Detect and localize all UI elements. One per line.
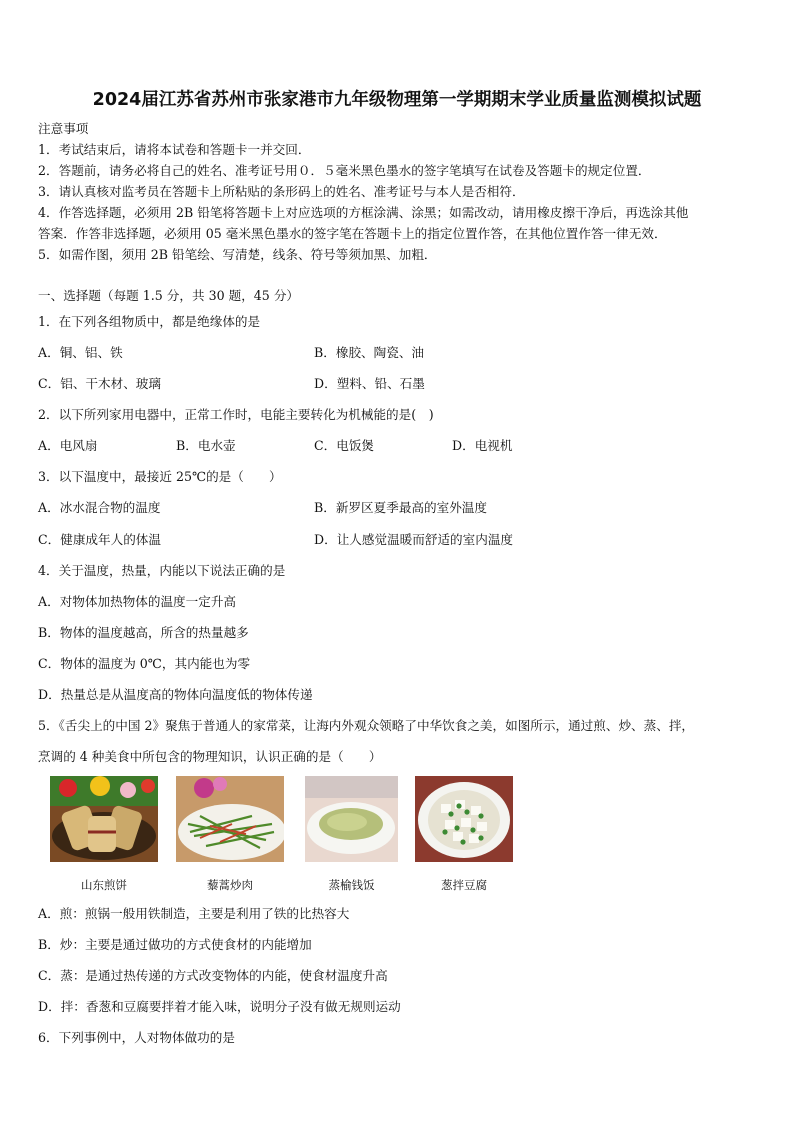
food-photo-pancake xyxy=(50,776,158,862)
notice-item-3: 3．请认真核对监考员在答题卡上所粘贴的条形码上的姓名、准考证号与本人是否相符． xyxy=(38,184,525,199)
section-heading: 一、选择题（每题 1.5 分，共 30 题，45 分） xyxy=(38,288,300,303)
q3-option-b: B．新罗区夏季最高的室外温度 xyxy=(314,500,487,515)
q5-stem-line-1: 5．《舌尖上的中国 2》聚焦于普通人的家常菜，让海内外观众领略了中华饮食之美，如图所示，通过煎、炒、蒸、拌， xyxy=(38,718,695,733)
caption-steamed-rice: 蒸榆钱饭 xyxy=(328,878,375,892)
q2-option-a: A．电风扇 xyxy=(38,438,98,453)
q4-option-a: A．对物体加热物体的温度一定升高 xyxy=(38,594,237,609)
notice-item-4: 4．作答选择题，必须用 2B 铅笔将答题卡上对应选项的方框涂满、涂黑；如需改动，请用橡皮擦干净后，再选涂其他 xyxy=(38,205,689,220)
q4-option-c: C．物体的温度为 0℃，其内能也为零 xyxy=(38,656,251,671)
notice-item-2: 2．答题前，请务必将自己的姓名、准考证号用０．５毫米黑色墨水的签字笔填写在试卷及答题卡的规定位置． xyxy=(38,163,651,178)
q3-stem: 3．以下温度中，最接近 25℃的是（ ） xyxy=(38,469,282,484)
q5-option-b: B．炒：主要是通过做功的方式使食材的内能增加 xyxy=(38,937,312,952)
food-photo-tofu xyxy=(415,776,513,862)
food-photo-stirfry xyxy=(176,776,284,862)
caption-tofu: 葱拌豆腐 xyxy=(441,878,487,892)
q4-option-b: B．物体的温度越高，所含的热量越多 xyxy=(38,625,249,640)
q1-option-a: A．铜、铝、铁 xyxy=(38,345,123,360)
page-title: 2024届江苏省苏州市张家港市九年级物理第一学期期末学业质量监测模拟试题 xyxy=(92,90,702,110)
q2-option-c: C．电饭煲 xyxy=(314,438,375,453)
q4-stem: 4．关于温度，热量，内能以下说法正确的是 xyxy=(38,563,286,578)
caption-stirfry: 藜蒿炒肉 xyxy=(207,878,253,892)
q2-option-d: D．电视机 xyxy=(452,438,513,453)
q1-option-b: B．橡胶、陶瓷、油 xyxy=(314,345,425,360)
q3-option-c: C．健康成年人的体温 xyxy=(38,532,161,547)
notice-item-4-cont: 答案．作答非选择题，必须用 05 毫米黑色墨水的签字笔在答题卡上的指定位置作答，在其他位置作答一律无效． xyxy=(38,226,667,241)
q2-option-b: B．电水壶 xyxy=(176,438,236,453)
q6-stem: 6．下列事例中，人对物体做功的是 xyxy=(38,1030,235,1045)
notice-item-5: 5．如需作图，须用 2B 铅笔绘、写清楚，线条、符号等须加黑、加粗． xyxy=(38,247,437,262)
q1-stem: 1．在下列各组物质中，都是绝缘体的是 xyxy=(38,314,261,329)
notice-item-1: 1．考试结束后，请将本试卷和答题卡一并交回． xyxy=(38,142,311,157)
notice-heading: 注意事项 xyxy=(38,121,89,136)
q4-option-d: D．热量总是从温度高的物体向温度低的物体传递 xyxy=(38,687,313,702)
q1-option-d: D．塑料、铅、石墨 xyxy=(314,376,425,391)
q2-stem: 2．以下所列家用电器中，正常工作时，电能主要转化为机械能的是( ) xyxy=(38,407,434,422)
q5-stem-line-2: 烹调的 4 种美食中所包含的物理知识，认识正确的是（ ） xyxy=(38,749,382,764)
q1-option-c: C．铝、干木材、玻璃 xyxy=(38,376,161,391)
q3-option-d: D．让人感觉温暖而舒适的室内温度 xyxy=(314,532,514,547)
q3-option-a: A．冰水混合物的温度 xyxy=(38,500,161,515)
food-photo-steamed-rice xyxy=(305,776,398,862)
q5-option-c: C．蒸：是通过热传递的方式改变物体的内能，使食材温度升高 xyxy=(38,968,388,983)
q5-option-a: A．煎：煎锅一般用铁制造，主要是利用了铁的比热容大 xyxy=(38,906,350,921)
caption-pancake: 山东煎饼 xyxy=(81,878,127,892)
q5-option-d: D．拌：香葱和豆腐要拌着才能入味，说明分子没有做无规则运动 xyxy=(38,999,401,1014)
